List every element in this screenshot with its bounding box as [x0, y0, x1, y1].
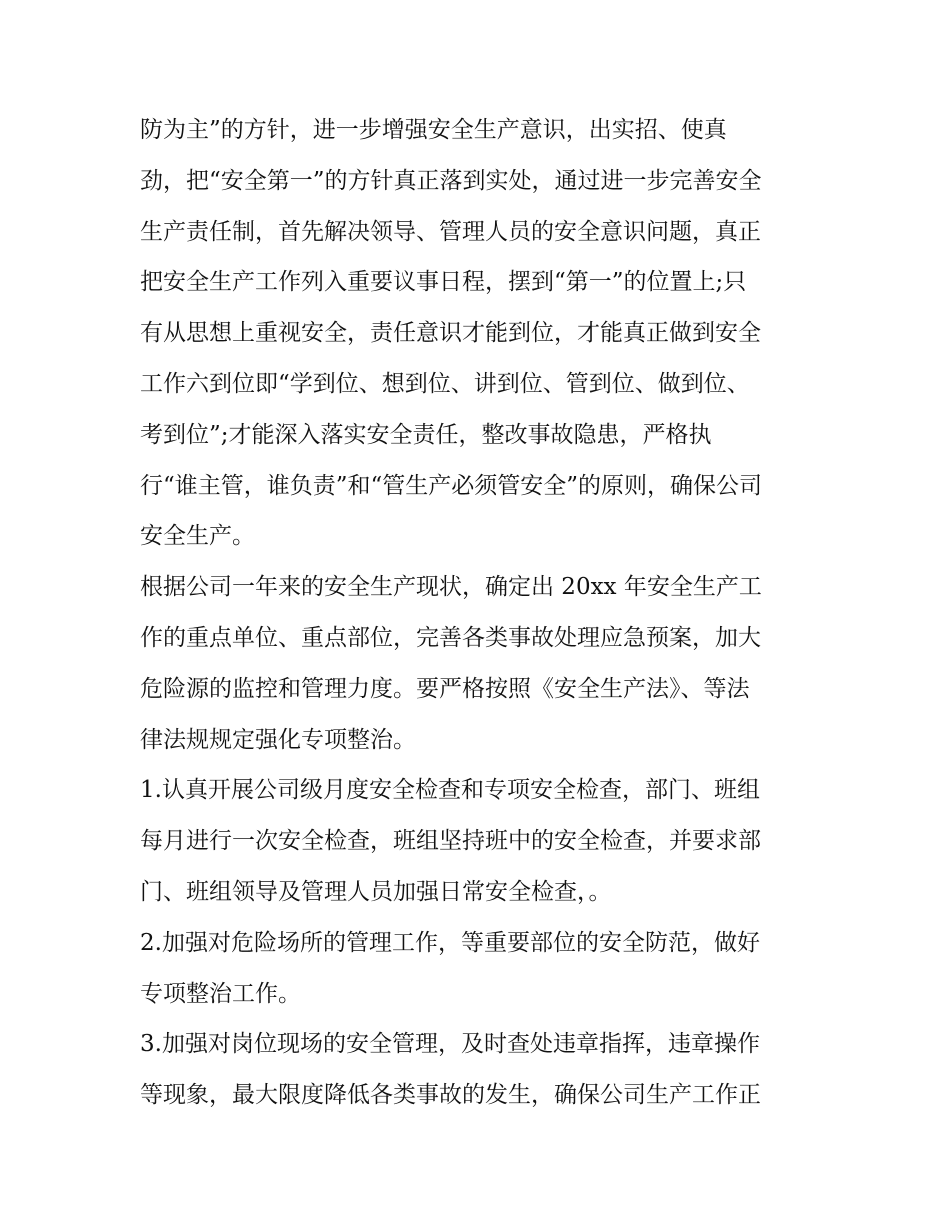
text-line: 危险源的监控和管理力度。要严格按照《安全生产法》、等法 [140, 675, 750, 702]
text-line: 等现象，最大限度降低各类事故的发生，确保公司生产工作正 [140, 1082, 761, 1109]
text-line: 劲，把“安全第一”的方针真正落到实处，通过进一步完善安全 [140, 167, 762, 194]
text-line: 考到位”;才能深入落实安全责任，整改事故隐患，严格执 [140, 421, 712, 448]
text-line: 1.认真开展公司级月度安全检查和专项安全检查，部门、班组 [140, 777, 760, 804]
text-line: 律法规规定强化专项整治。 [140, 726, 416, 753]
text-line: 每月进行一次安全检查，班组坚持班中的安全检查，并要求部 [140, 828, 761, 855]
text-line: 行“谁主管，谁负责”和“管生产必须管安全”的原则，确保公司 [140, 472, 763, 499]
text-line: 专项整治工作。 [140, 980, 301, 1007]
text-line: 把安全生产工作列入重要议事日程，摆到“第一”的位置上;只 [140, 269, 747, 296]
text-line: 生产责任制，首先解决领导、管理人员的安全意识问题，真正 [140, 218, 761, 245]
text-line: 安全生产。 [140, 523, 255, 550]
document-body [140, 105, 820, 1121]
text-line: 防为主”的方针，进一步增强安全生产意识，出实招、使真 [140, 117, 727, 143]
text-line: 2.加强对危险场所的管理工作，等重要部位的安全防范，做好 [140, 929, 760, 956]
text-line: 有从思想上重视安全，责任意识才能到位，才能真正做到安全 [140, 320, 761, 347]
text-line: 根据公司一年来的安全生产现状，确定出 20xx 年安全生产工 [140, 574, 762, 601]
text-line: 3.加强对岗位现场的安全管理，及时查处违章指挥，违章操作 [140, 1031, 760, 1058]
text-line: 工作六到位即“学到位、想到位、讲到位、管到位、做到位、 [140, 370, 750, 397]
text-line: 门、班组领导及管理人员加强日常安全检查，。 [140, 878, 612, 905]
text-line: 作的重点单位、重点部位，完善各类事故处理应急预案，加大 [140, 624, 761, 651]
